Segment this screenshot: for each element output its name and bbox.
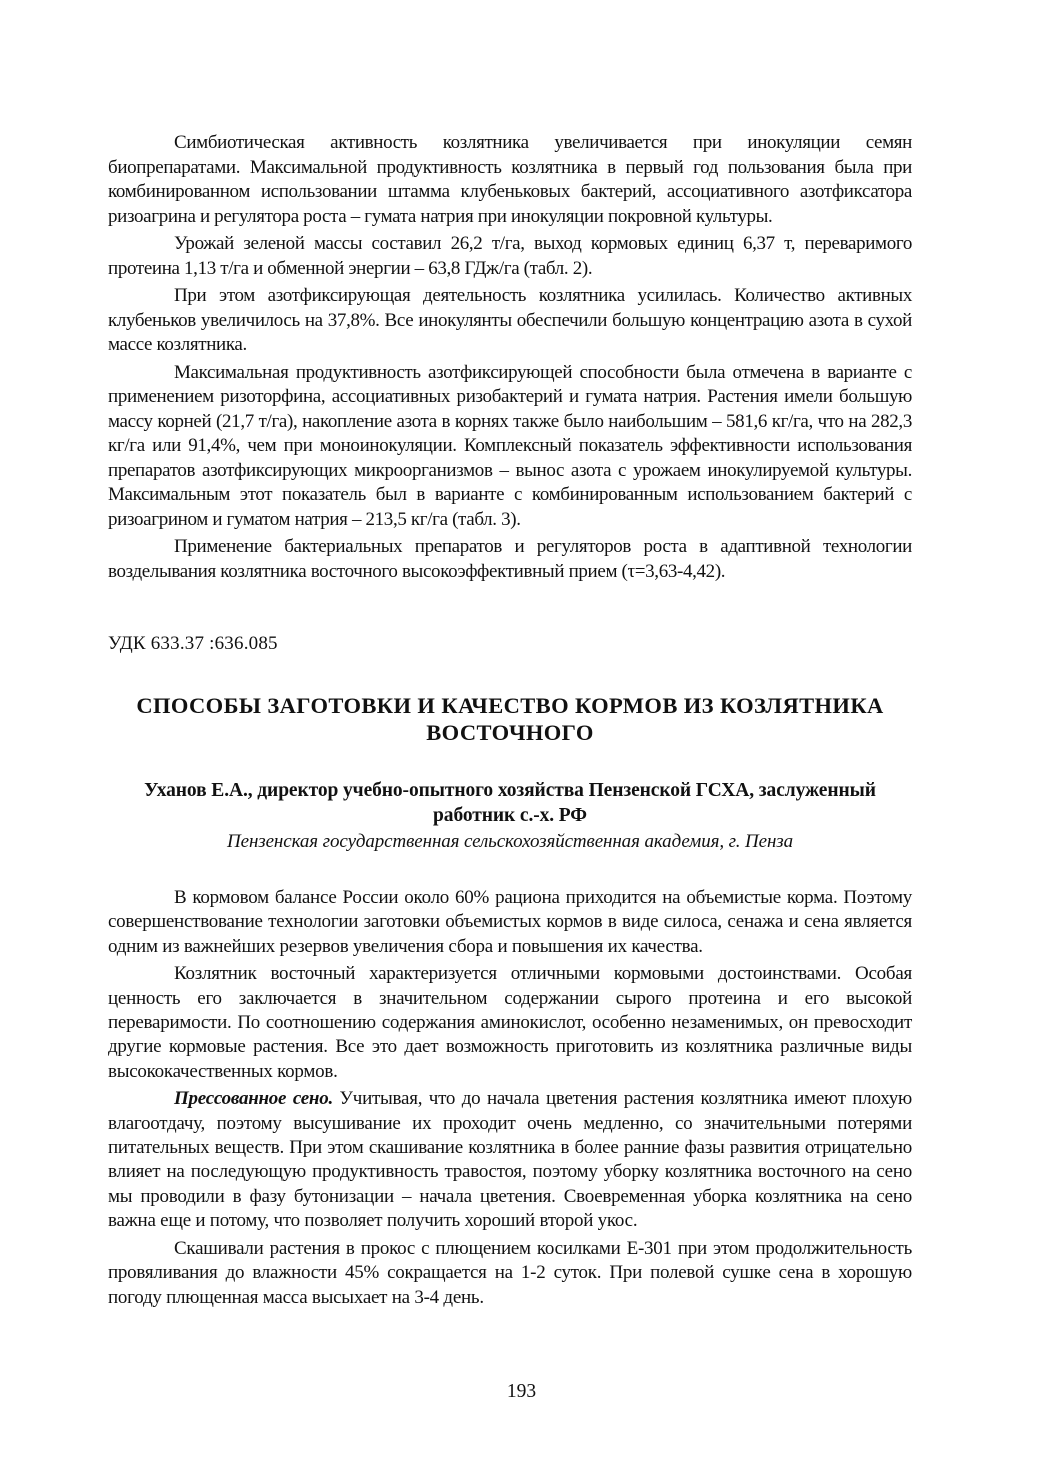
affiliation-line: Пензенская государственная сельскохозяйственная академия, г. Пенза xyxy=(227,831,793,852)
prev-paragraph-5: Применение бактериальных препаратов и регуляторов роста в адаптивной технологии возделывания козлятника восточного высокоэффективный прием (τ=3,63-4,42). xyxy=(108,536,912,582)
article-paragraph-4-text: Скашивали растения в прокос с плющением косилками Е-301 при этом продолжительность провяливания до влажности 45% сокращается на 1-2 суток. При полевой сушке сена в хорошую погоду плющенная масса высыхает на 3-4 день. xyxy=(108,1237,912,1308)
previous-article-ending xyxy=(108,131,912,584)
article-paragraph-1 xyxy=(108,886,912,959)
prev-paragraph-4: Максимальная продуктивность азотфиксирующей способности была отмечена в варианте с применением ризоторфина, ассоциативных ризобактерий и гумата натрия. Растения имели большую массу корней (21,7 т/га), накопление азота в корнях также было наибольшим – 581,6 кг/га, что на 282,3 кг/га или 91,4%, чем при моноинокуляции. Комплексный показатель эффективности использования препаратов азотфиксирующих микроорганизмов – вынос азота с урожаем инокулируемой культуры. Максимальным этот показатель был в варианте с комбинированным использованием бактерий с ризоагрином и гуматом натрия – 213,5 кг/га (табл. 3). xyxy=(108,361,912,530)
article-paragraph-3 xyxy=(108,1087,912,1233)
prev-paragraph-1: Симбиотическая активность козлятника увеличивается при инокуляции семян биопрепаратами. Максимальной продуктивность козлятника в первый год пользования была при комбинированном использовании штамма клубеньковых бактерий, ассоциативного азотфиксатора ризоагрина и регулятора роста – гумата натрия при инокуляции покровной культуры. xyxy=(108,132,912,227)
prev-paragraph-2: Урожай зеленой массы составил 26,2 т/га, выход кормовых единиц 6,37 т, переваримого протеина 1,13 т/га и обменной энергии – 63,8 ГДж/га (табл. 2). xyxy=(108,233,912,279)
article-title xyxy=(108,692,912,746)
article-title-line-2: ВОСТОЧНОГО xyxy=(426,720,594,745)
page-number: 193 xyxy=(506,1381,537,1402)
author-line: Уханов Е.А., директор учебно-опытного хозяйства Пензенской ГСХА, заслуженный работник с.-х. РФ xyxy=(144,780,876,826)
udc-code: УДК 633.37 :636.085 xyxy=(108,633,278,654)
article-paragraph-3-text: Учитывая, что до начала цветения растения козлятника имеют плохую влагоотдачу, поэтому высушивание их проходит очень медленно, со значительными потерями питательных веществ. При этом скашивание козлятника в более ранние фазы развития отрицательно влияет на последующую продуктивность травостоя, поэтому уборку козлятника восточного на сено мы проводили в фазу бутонизации – начала цветения. Своевременная уборка козлятника на сено важна еще и потому, что позволяет получить хороший второй укос. xyxy=(108,1088,912,1232)
article-paragraph-2-text: Козлятник восточный характеризуется отличными кормовыми достоинствами. Особая ценность его заключается в значительном содержании сырого протеина и его высокой переваримости. По соотношению содержания аминокислот, особенно незаменимых, он превосходит другие кормовые растения. Все это дает возможность приготовить из козлятника различные виды высококачественных кормов. xyxy=(108,963,912,1082)
article-paragraph-2 xyxy=(108,962,912,1084)
article-body xyxy=(108,886,912,1310)
article-paragraph-4 xyxy=(108,1237,912,1310)
text-column xyxy=(108,131,912,1310)
run-in-heading-pressed-hay: Прессованное сено. xyxy=(174,1088,333,1110)
article-title-line-1: СПОСОБЫ ЗАГОТОВКИ И КАЧЕСТВО КОРМОВ ИЗ КОЗЛЯТНИКА xyxy=(136,693,884,718)
article-paragraph-1-text: В кормовом балансе России около 60% рациона приходится на объемистые корма. Поэтому совершенствование технологии заготовки объемистых кормов в виде силоса, сенажа и сена является одним из важнейших резервов увеличения сбора и повышения их качества. xyxy=(108,887,912,957)
prev-paragraph-3: При этом азотфиксирующая деятельность козлятника усилилась. Количество активных клубеньков увеличилось на 37,8%. Все инокулянты обеспечили большую концентрацию азота в сухой массе козлятника. xyxy=(108,285,912,355)
